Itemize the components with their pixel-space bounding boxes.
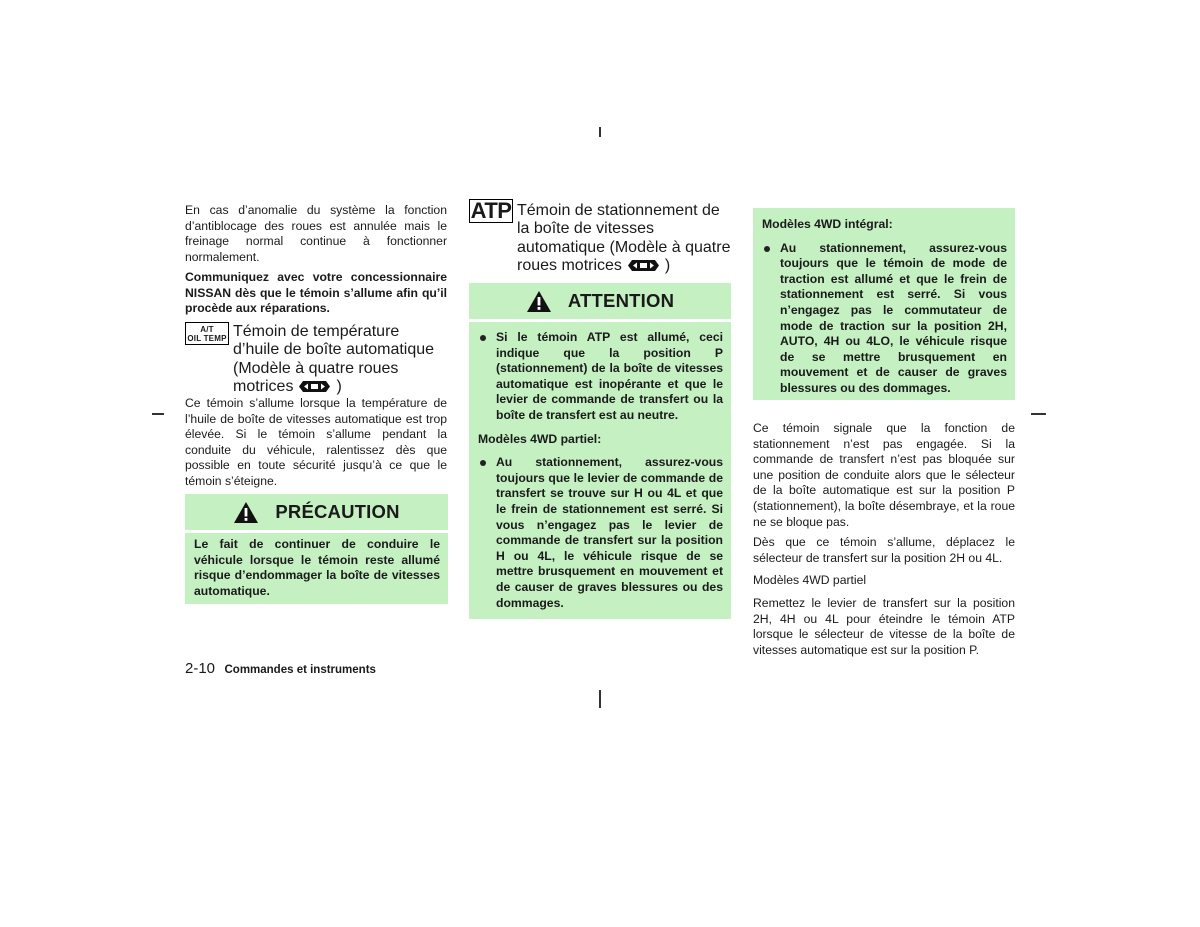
full-4wd-bullet <box>762 241 1007 397</box>
crop-mark-right <box>1031 413 1046 415</box>
4x4-icon <box>298 380 331 393</box>
atp-heading-line: la boîte de vitesses <box>517 220 654 238</box>
at-oil-temp-icon <box>185 322 229 345</box>
atp-icon: ATP <box>470 198 512 223</box>
atp-body-paragraph-4: Remettez le levier de transfert sur la position 2H, 4H ou 4L pour éteindre le témoin ATP lorsque le sélecteur de vitesse de la boîte de vitesses automatique est sur la position P. <box>753 596 1015 657</box>
attention-panel <box>469 322 731 619</box>
atp-body-paragraph-3: Modèles 4WD partiel <box>753 573 867 587</box>
partial-4wd-heading: Modèles 4WD partiel: <box>478 431 602 446</box>
oil-temp-heading-text: ) <box>336 378 342 396</box>
page-footer <box>185 660 376 678</box>
dealer-notice: Communiquez avec votre concessionnaire NISSAN dès que le témoin s’allume afin qu’il procède aux réparations. <box>185 270 447 316</box>
bullet-dot <box>480 335 486 341</box>
at-oil-temp-icon-line2: OIL TEMP <box>187 333 227 343</box>
attention-bullet <box>478 330 723 424</box>
caution-panel <box>185 533 448 604</box>
caution-title: PRÉCAUTION <box>275 501 400 522</box>
intro-paragraph: En cas d’anomalie du système la fonction d’antiblocage des roues est annulée mais le freinage normal continue à fonctionner normalement. <box>185 203 447 264</box>
oil-temp-heading-line: (Modèle à quatre roues <box>233 359 399 377</box>
attention-title: ATTENTION <box>567 290 675 311</box>
crop-mark-bottom <box>599 690 601 708</box>
oil-temp-heading-line <box>233 378 448 396</box>
4x4-icon <box>627 259 660 272</box>
caution-banner <box>185 494 448 530</box>
attention-banner <box>469 283 731 319</box>
full-4wd-panel <box>753 208 1015 400</box>
bullet-dot <box>764 246 770 252</box>
bullet-dot <box>480 460 486 466</box>
oil-temp-heading <box>233 323 448 397</box>
section-title: Commandes et instruments <box>224 664 376 676</box>
at-oil-temp-icon-line1: A/T <box>200 324 214 334</box>
oil-temp-heading-text: motrices <box>233 378 294 396</box>
atp-heading <box>517 202 739 276</box>
oil-temp-body: Ce témoin s’allume lorsque la température de l’huile de boîte de vitesses automatique est trop élevée. Si le témoin s’allume pendant la conduite du véhicule, ralentissez dès que possible en toute sécurité jusqu’à ce que le témoin s’éteigne. <box>185 396 447 488</box>
atp-body-paragraph-1: Ce témoin signale que la fonction de stationnement n’est pas engagée. Si la commande de transfert n’est pas bloquée sur une position de conduite alors que le sélecteur de la boîte automatique est sur la position P (stationnement), la boîte désembraye, et la roue ne se bloque pas. <box>753 421 1015 529</box>
attention-bullet-text: Si le témoin ATP est allumé, ceci indique que la position P (stationnement) de la boîte de vitesses automatique est inopérante et que le levier de commande de transfert ou la boîte de transfert est au neutre. <box>496 330 723 422</box>
atp-heading-line: Témoin de stationnement de <box>517 202 720 219</box>
caution-text: Le fait de continuer de conduire le véhicule lorsque le témoin reste allumé risque d’endommager la boîte de vitesses automatique. <box>194 537 440 598</box>
attention-bullet-text: Au stationnement, assurez-vous toujours que le levier de commande de transfert se trouve sur H ou 4L et que le frein de stationnement est serré. Si vous n’engagez pas le levier de commande de transfert sur la position H ou 4L, le véhicule risque de se mettre brusquement en mouvement et de causer de graves blessures ou des dommages. <box>496 455 723 610</box>
full-4wd-bullet-text: Au stationnement, assurez-vous toujours que le témoin de mode de traction est allumé et que le frein de stationnement est serré. Si vous n’engagez pas le commutateur de mode de traction sur la position 2H, AUTO, 4H ou 4LO, le véhicule risque de se mettre brusquement en mouvement et de causer de graves blessures ou des dommages. <box>780 240 1007 395</box>
crop-mark-left <box>152 413 164 415</box>
attention-bullet <box>478 455 723 611</box>
page-number: 2-10 <box>185 660 216 677</box>
oil-temp-heading-line: d’huile de boîte automatique <box>233 341 435 359</box>
full-4wd-heading: Modèles 4WD intégral: <box>762 217 893 231</box>
atp-heading-line <box>517 257 739 275</box>
warning-triangle-icon <box>233 501 259 524</box>
warning-triangle-icon <box>526 290 552 313</box>
atp-heading-text: roues motrices <box>517 257 622 275</box>
oil-temp-heading-line: Témoin de température <box>233 323 400 340</box>
atp-heading-line: automatique (Modèle à quatre <box>517 238 731 256</box>
crop-mark-top <box>599 127 601 137</box>
atp-body-paragraph-2: Dès que ce témoin s’allume, déplacez le sélecteur de transfert sur la position 2H ou 4L. <box>753 535 1015 565</box>
atp-heading-text: ) <box>664 257 671 275</box>
